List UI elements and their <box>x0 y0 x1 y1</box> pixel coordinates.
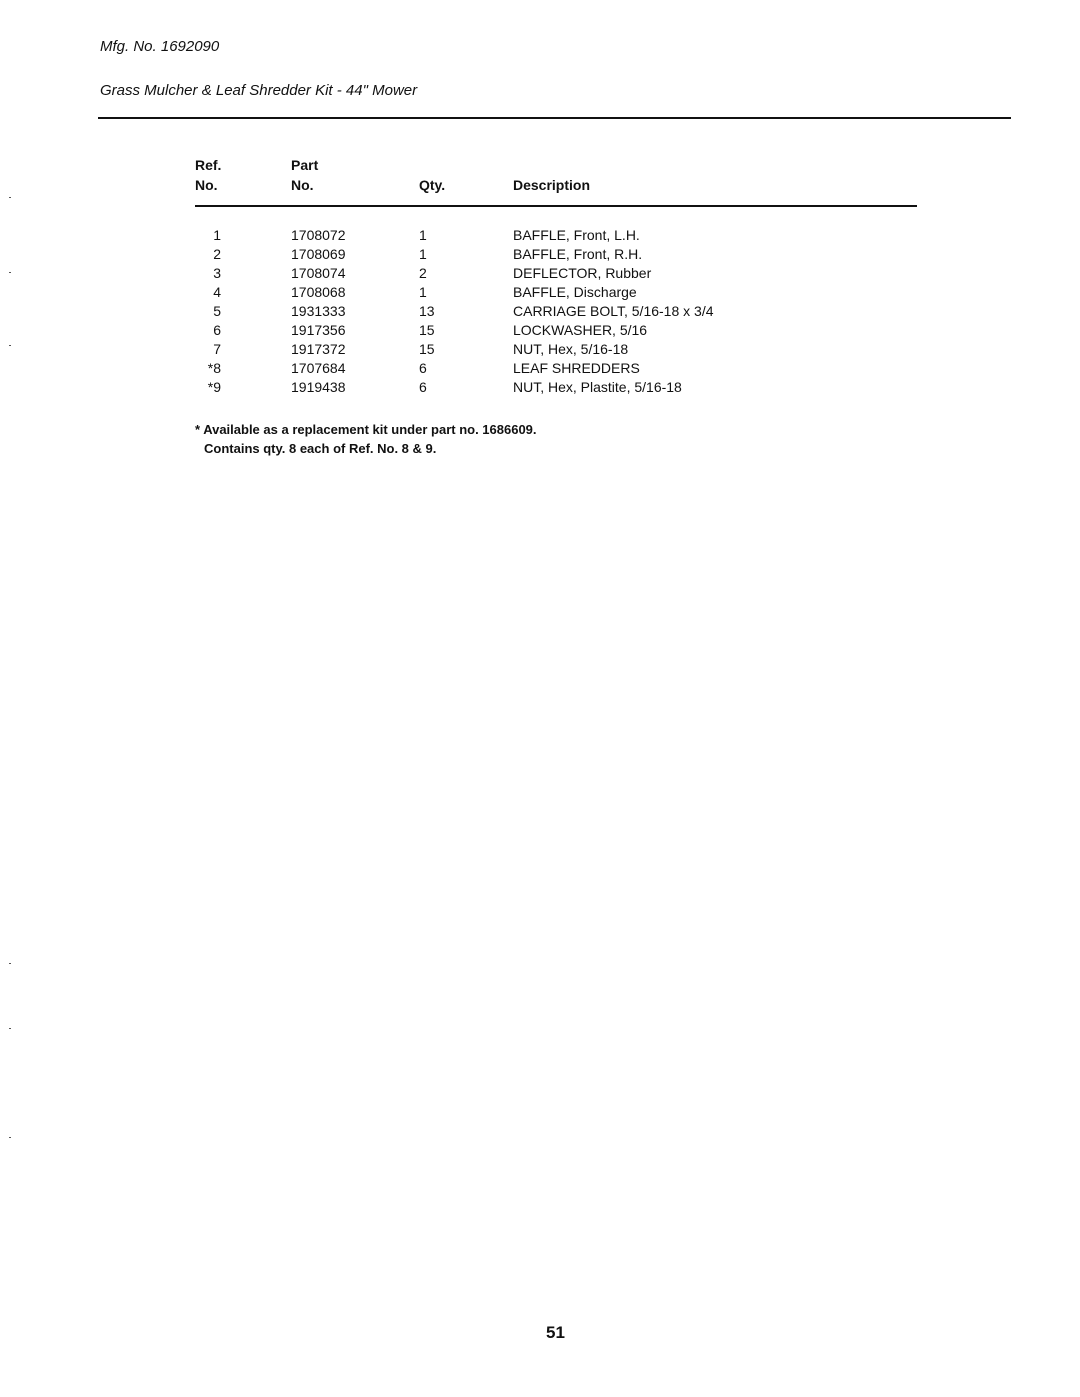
footnote-line1: * Available as a replacement kit under part no. 1686609. <box>195 422 537 437</box>
table-row <box>195 265 917 284</box>
part-header-line1: Part <box>291 157 319 173</box>
part-no: 1708072 <box>291 227 346 243</box>
table-row <box>195 322 917 341</box>
ref-header-line2: No. <box>195 177 218 193</box>
qty: 1 <box>419 227 427 243</box>
table-header-divider <box>195 205 917 207</box>
description: LEAF SHREDDERS <box>513 360 640 376</box>
footnote <box>195 420 537 458</box>
table-row <box>195 284 917 303</box>
table-row <box>195 379 917 398</box>
ref-no: 2 <box>213 246 221 262</box>
description: DEFLECTOR, Rubber <box>513 265 652 281</box>
description: NUT, Hex, 5/16-18 <box>513 341 629 357</box>
ref-no: 4 <box>213 284 221 300</box>
footnote-line2: Contains qty. 8 each of Ref. No. 8 & 9. <box>204 441 437 456</box>
ref-no: *9 <box>207 379 221 395</box>
part-no: 1919438 <box>291 379 346 395</box>
qty: 2 <box>419 265 427 281</box>
margin-mark <box>9 345 11 346</box>
ref-no: *8 <box>207 360 221 376</box>
ref-no: 3 <box>213 265 221 281</box>
mfg-number: Mfg. No. 1692090 <box>100 38 220 55</box>
part-no: 1708069 <box>291 246 346 262</box>
margin-mark <box>9 963 11 964</box>
ref-header-line1: Ref. <box>195 157 222 173</box>
margin-mark <box>9 272 11 273</box>
table-row <box>195 341 917 360</box>
qty: 6 <box>419 379 427 395</box>
margin-mark <box>9 197 11 198</box>
margin-mark <box>9 1137 11 1138</box>
qty: 6 <box>419 360 427 376</box>
table-row <box>195 360 917 379</box>
ref-no: 1 <box>213 227 221 243</box>
description: BAFFLE, Front, L.H. <box>513 227 640 243</box>
qty: 15 <box>419 322 435 338</box>
part-no: 1708074 <box>291 265 346 281</box>
margin-mark <box>9 1028 11 1029</box>
description: BAFFLE, Discharge <box>513 284 637 300</box>
parts-table-body <box>195 227 917 398</box>
description: BAFFLE, Front, R.H. <box>513 246 643 262</box>
part-header-line2: No. <box>291 177 314 193</box>
description-header: Description <box>513 177 591 193</box>
qty-header: Qty. <box>419 177 446 193</box>
part-no: 1931333 <box>291 303 346 319</box>
part-no: 1917356 <box>291 322 346 338</box>
parts-table-header <box>195 157 917 201</box>
qty: 1 <box>419 284 427 300</box>
part-no: 1708068 <box>291 284 346 300</box>
description: NUT, Hex, Plastite, 5/16-18 <box>513 379 682 395</box>
ref-no: 7 <box>213 341 221 357</box>
table-row <box>195 246 917 265</box>
ref-no: 5 <box>213 303 221 319</box>
description: CARRIAGE BOLT, 5/16-18 x 3/4 <box>513 303 714 319</box>
page-number: 51 <box>546 1323 565 1342</box>
table-row <box>195 227 917 246</box>
kit-title: Grass Mulcher & Leaf Shredder Kit - 44" Mower <box>100 82 418 99</box>
qty: 15 <box>419 341 435 357</box>
table-row <box>195 303 917 322</box>
qty: 13 <box>419 303 435 319</box>
part-no: 1917372 <box>291 341 346 357</box>
header-divider <box>98 117 1011 119</box>
part-no: 1707684 <box>291 360 346 376</box>
description: LOCKWASHER, 5/16 <box>513 322 648 338</box>
qty: 1 <box>419 246 427 262</box>
ref-no: 6 <box>213 322 221 338</box>
